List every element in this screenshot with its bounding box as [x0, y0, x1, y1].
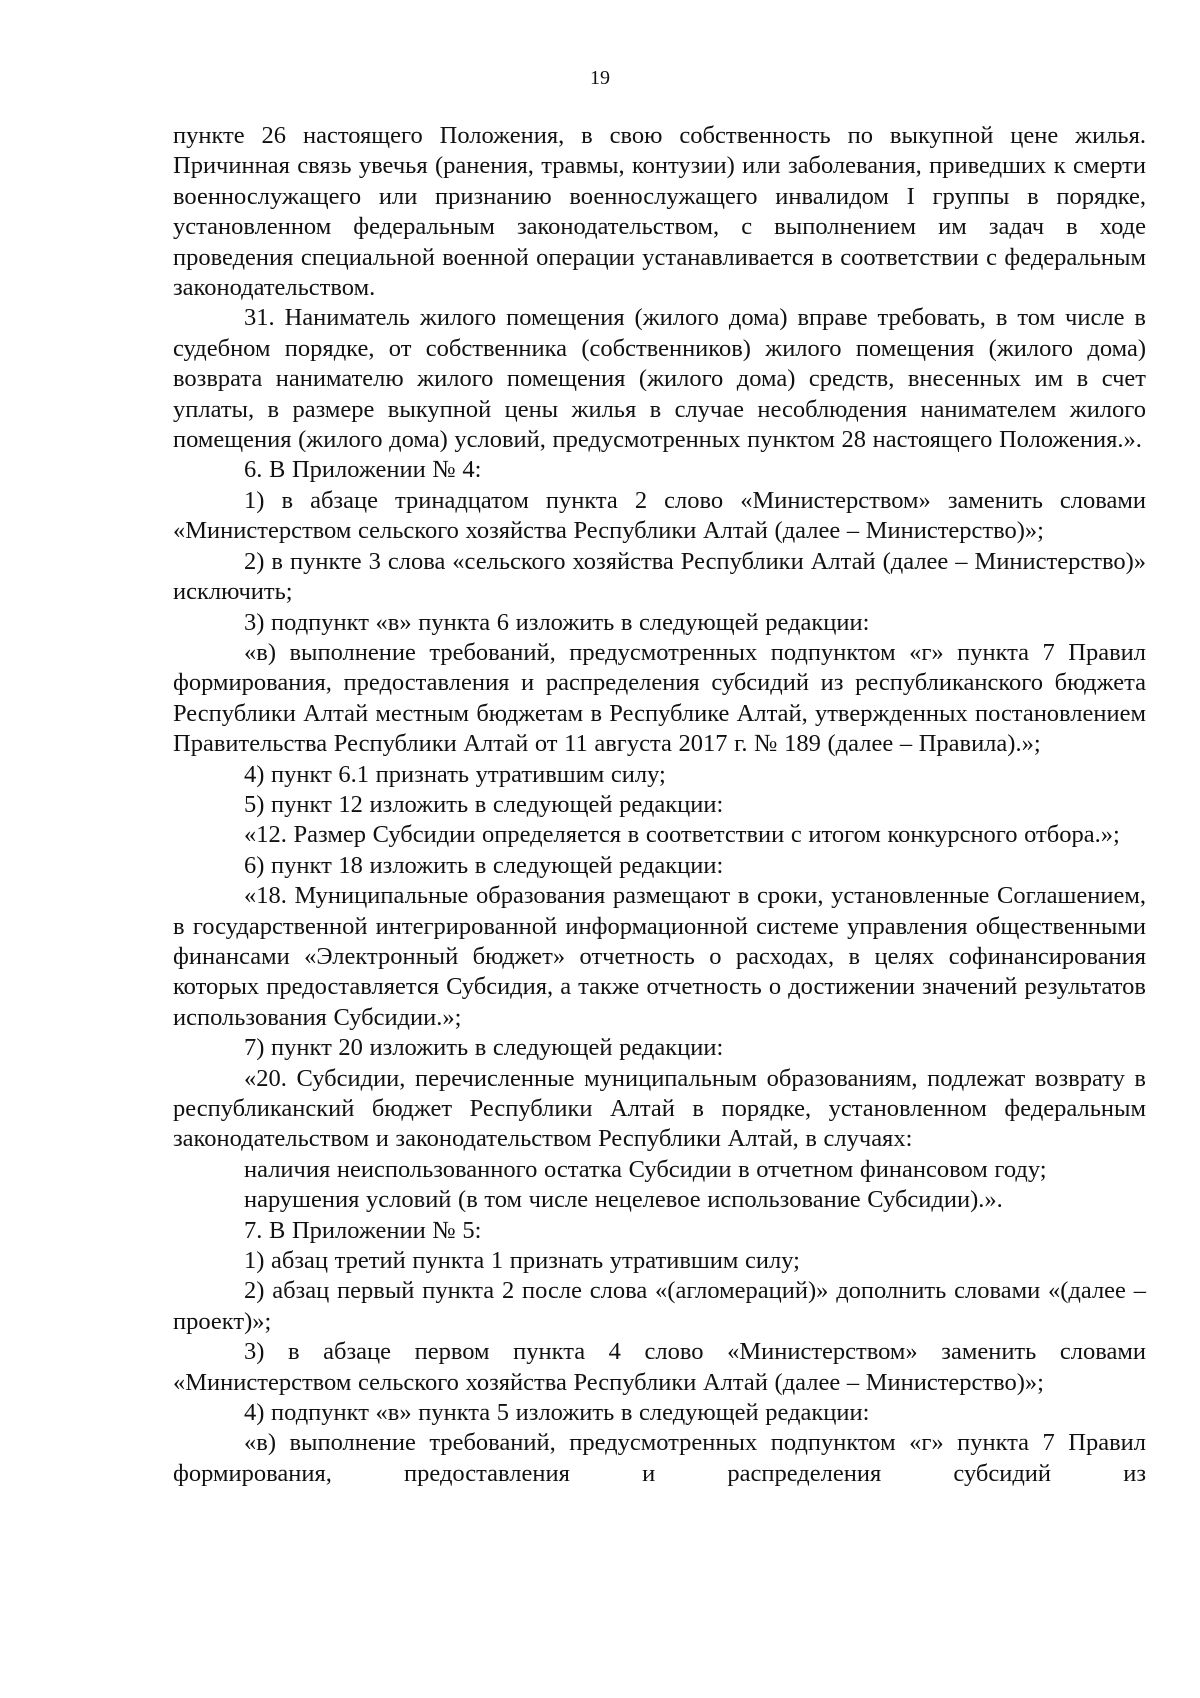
paragraph-appendix-5-sub-4: 4) подпункт «в» пункта 5 изложить в следующей редакции:	[244, 1399, 870, 1427]
paragraph-appendix-4-sub-4: 4) пункт 6.1 признать утратившим силу;	[244, 760, 666, 788]
paragraph-appendix-5-sub-4-text: «в) выполнение требований, предусмотренных подпунктом «г» пункта 7 Правил формирования, предоставления и распределения субсидий из	[173, 1429, 1146, 1487]
paragraph-appendix-5-heading: 7. В Приложении № 5:	[244, 1216, 482, 1244]
paragraph-case-violation: нарушения условий (в том числе нецелевое использование Субсидии).».	[244, 1186, 1003, 1214]
paragraph-appendix-5-sub-2: 2) абзац первый пункта 2 после слова «(агломераций)» дополнить словами «(далее – проект)»;	[173, 1277, 1146, 1335]
paragraph-appendix-4-sub-3: 3) подпункт «в» пункта 6 изложить в следующей редакции:	[244, 608, 870, 636]
paragraph-case-unused-balance: наличия неиспользованного остатка Субсидии в отчетном финансовом году;	[244, 1155, 1047, 1183]
paragraph-appendix-4-sub-3-text: «в) выполнение требований, предусмотренных подпунктом «г» пункта 7 Правил формирования, предоставления и распределения субсидий из республиканского бюджета Республики Алтай местным бюджетам в Республике Алтай, утвержденных постановлением Правительства Республики Алтай от 11 августа 2017 г. № 189 (далее – Правила).»;	[173, 638, 1146, 758]
paragraph-item-31: 31. Наниматель жилого помещения (жилого дома) вправе требовать, в том числе в судебном порядке, от собственника (собственников) жилого помещения (жилого дома) возврата нанимателю жилого помещения (жилого дома) средств, внесенных им в счет уплаты, в размере выкупной цены жилья в случае несоблюдения нанимателем жилого помещения (жилого дома) условий, предусмотренных пунктом 28 настоящего Положения.».	[173, 304, 1146, 454]
paragraph-appendix-5-sub-1: 1) абзац третий пункта 1 признать утратившим силу;	[244, 1247, 800, 1275]
page-number: 19	[590, 67, 610, 89]
paragraph-continuation: пункте 26 настоящего Положения, в свою собственность по выкупной цене жилья. Причинная связь увечья (ранения, травмы, контузии) или заболевания, приведших к смерти военнослужащего или признанию военнослужащего инвалидом I группы в порядке, установленном федеральным законодательством, с выполнением им задач в ходе проведения специальной военной операции устанавливается в соответствии с федеральным законодательством.	[173, 122, 1146, 302]
document-body	[173, 121, 1146, 1489]
paragraph-appendix-4-heading: 6. В Приложении № 4:	[244, 456, 482, 484]
paragraph-appendix-4-sub-6-text: «18. Муниципальные образования размещают в сроки, установленные Соглашением, в государственной интегрированной информационной системе управления общественными финансами «Электронный бюджет» отчетность о расходах, в целях софинансирования которых предоставляется Субсидия, а также отчетность о достижении значений результатов использования Субсидии.»;	[173, 882, 1146, 1031]
paragraph-appendix-5-sub-3: 3) в абзаце первом пункта 4 слово «Министерством» заменить словами «Министерством сельского хозяйства Республики Алтай (далее – Министерство)»;	[173, 1338, 1146, 1396]
paragraph-appendix-4-sub-6: 6) пункт 18 изложить в следующей редакции:	[244, 851, 724, 879]
paragraph-appendix-4-sub-5: 5) пункт 12 изложить в следующей редакции:	[244, 790, 724, 818]
paragraph-appendix-4-sub-1: 1) в абзаце тринадцатом пункта 2 слово «Министерством» заменить словами «Министерством сельского хозяйства Республики Алтай (далее – Министерство)»;	[173, 486, 1146, 545]
paragraph-appendix-4-sub-7: 7) пункт 20 изложить в следующей редакции:	[244, 1034, 724, 1062]
paragraph-appendix-4-sub-7-text: «20. Субсидии, перечисленные муниципальным образованиям, подлежат возврату в республиканский бюджет Республики Алтай в порядке, установленном федеральным законодательством и законодательством Республики Алтай, в случаях:	[173, 1064, 1146, 1153]
paragraph-appendix-4-sub-2: 2) в пункте 3 слова «сельского хозяйства Республики Алтай (далее – Министерство)» исключить;	[173, 547, 1146, 606]
paragraph-appendix-4-sub-5-text: «12. Размер Субсидии определяется в соответствии с итогом конкурсного отбора.»;	[244, 821, 1120, 849]
